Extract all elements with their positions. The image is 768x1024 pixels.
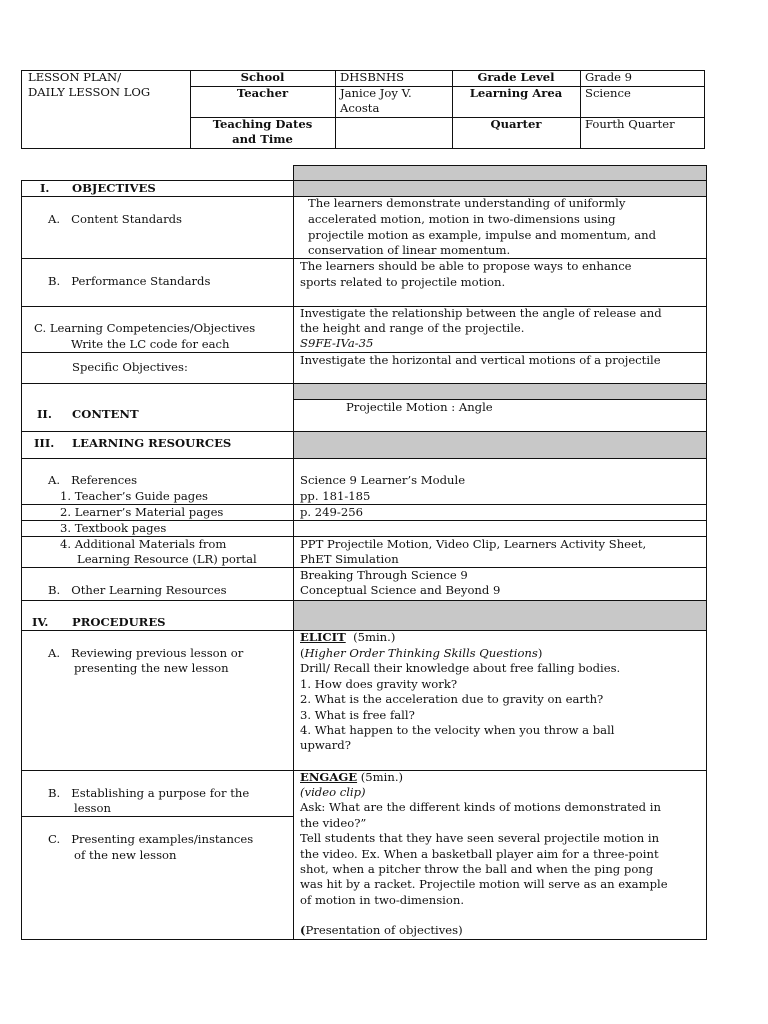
additional-materials-value-2: PhET Simulation [300,552,399,566]
teachers-guide-value: pp. 181-185 [300,489,371,503]
content-standards-line: accelerated motion, motion in two-dimensions using [308,212,616,226]
quarter-value: Fourth Quarter [585,117,675,131]
elicit-hots-close: ) [537,646,543,660]
elicit-line: 1. How does gravity work? [300,677,458,691]
presentation-text: Presentation of objectives) [305,923,463,937]
procedures-heading: PROCEDURES [72,615,166,629]
teacher-value-2: Acosta [340,101,380,115]
engage-line: Ask: What are the different kinds of motions demonstrated in [300,800,661,814]
elicit-line: Drill/ Recall their knowledge about free falling bodies. [300,661,621,675]
engage-video: (video clip) [300,785,366,799]
competencies-sublabel: Write the LC code for each [71,337,230,351]
procedure-c-label: C. Presenting examples/instances [48,832,254,846]
resources-num: III. [34,436,55,450]
elicit-line: 4. What happen to the velocity when you throw a ball [300,723,615,737]
specific-objectives-label: Specific Objectives: [72,360,188,374]
textbook-label: 3. Textbook pages [60,521,167,535]
procedures-num: IV. [32,615,49,629]
content-shade [293,383,706,399]
elicit-title: ELICIT [300,630,346,644]
additional-materials-label: 4. Additional Materials from [60,537,227,551]
teacher-value: Janice Joy V. [340,86,412,100]
other-resources-label: B. Other Learning Resources [48,583,227,597]
content-heading: CONTENT [72,407,139,421]
teaching-dates-label-2: and Time [232,132,293,146]
teachers-guide-label: 1. Teacher’s Guide pages [60,489,209,503]
doc-title: LESSON PLAN/ [28,70,122,84]
engage-title: ENGAGE [300,770,358,784]
competencies-line: Investigate the relationship between the angle of release and [300,306,662,320]
elicit-hots-open: ( [300,646,305,660]
procedure-b-sublabel: lesson [74,801,111,815]
engage-header [300,770,403,786]
engage-line: the video?” [300,816,367,830]
competencies-label: C. Learning Competencies/Objectives [34,321,256,335]
content-standards-label: A. Content Standards [48,212,182,226]
content-standards-line: projectile motion as example, impulse and momentum, and [308,228,657,242]
doc-subtitle: DAILY LESSON LOG [28,85,151,99]
grade-level-label: Grade Level [477,70,555,84]
additional-materials-value: PPT Projectile Motion, Video Clip, Learners Activity Sheet, [300,537,647,551]
content-value: Projectile Motion : Angle [346,400,493,414]
procedure-a-sublabel: presenting the new lesson [74,661,229,675]
specific-objectives-value: Investigate the horizontal and vertical motions of a projectile [300,353,661,367]
references-label: A. References [48,473,138,487]
elicit-time: (5min.) [345,630,396,644]
performance-standards-line: sports related to projectile motion. [300,275,506,289]
school-label: School [240,70,285,84]
references-value: Science 9 Learner’s Module [300,473,466,487]
other-resources-value-2: Conceptual Science and Beyond 9 [300,583,501,597]
procedure-c-sublabel: of the new lesson [74,848,177,862]
engage-line: was hit by a racket. Projectile motion will serve as an example [300,877,668,891]
elicit-line: 3. What is free fall? [300,708,415,722]
elicit-hots-line [300,646,542,662]
quarter-label: Quarter [490,117,542,131]
competencies-line: the height and range of the projectile. [300,321,525,335]
objectives-heading: OBJECTIVES [72,181,156,195]
learners-material-label: 2. Learner’s Material pages [60,505,224,519]
objectives-num: I. [40,181,50,195]
elicit-line: 2. What is the acceleration due to gravity on earth? [300,692,604,706]
learning-area-label: Learning Area [469,86,563,100]
learners-material-value: p. 249-256 [300,505,363,519]
elicit-line: upward? [300,738,351,752]
performance-standards-label: B. Performance Standards [48,274,211,288]
engage-time: (5min.) [357,770,404,784]
elicit-header [300,630,395,646]
engage-line: Tell students that they have seen several projectile motion in [300,831,660,845]
presentation-open: ( [300,923,306,937]
presentation-line [300,923,463,939]
teacher-label: Teacher [236,86,289,100]
engage-line: shot, when a pitcher throw the ball and when the ping pong [300,862,654,876]
procedures-shade [293,600,706,630]
procedure-b-label: B. Establishing a purpose for the [48,786,250,800]
other-resources-value: Breaking Through Science 9 [300,568,468,582]
resources-heading: LEARNING RESOURCES [72,436,232,450]
procedure-a-label: A. Reviewing previous lesson or [48,646,244,660]
engage-line: the video. Ex. When a basketball player aim for a three-point [300,847,659,861]
engage-line: of motion in two-dimension. [300,893,465,907]
performance-standards-line: The learners should be able to propose ways to enhance [300,259,632,273]
content-standards-line: The learners demonstrate understanding of uniformly [308,196,626,210]
teaching-dates-label: Teaching Dates [212,117,313,131]
content-standards-line: conservation of linear momentum. [308,243,511,257]
resources-shade [293,431,706,458]
lc-code: S9FE-IVa-35 [300,336,374,350]
learning-area-value: Science [585,86,631,100]
school-value: DHSBNHS [340,70,405,84]
additional-materials-sublabel: Learning Resource (LR) portal [77,552,257,566]
content-num: II. [37,407,52,421]
grade-level-value: Grade 9 [585,70,633,84]
elicit-hots: Higher Order Thinking Skills Questions [304,646,538,660]
